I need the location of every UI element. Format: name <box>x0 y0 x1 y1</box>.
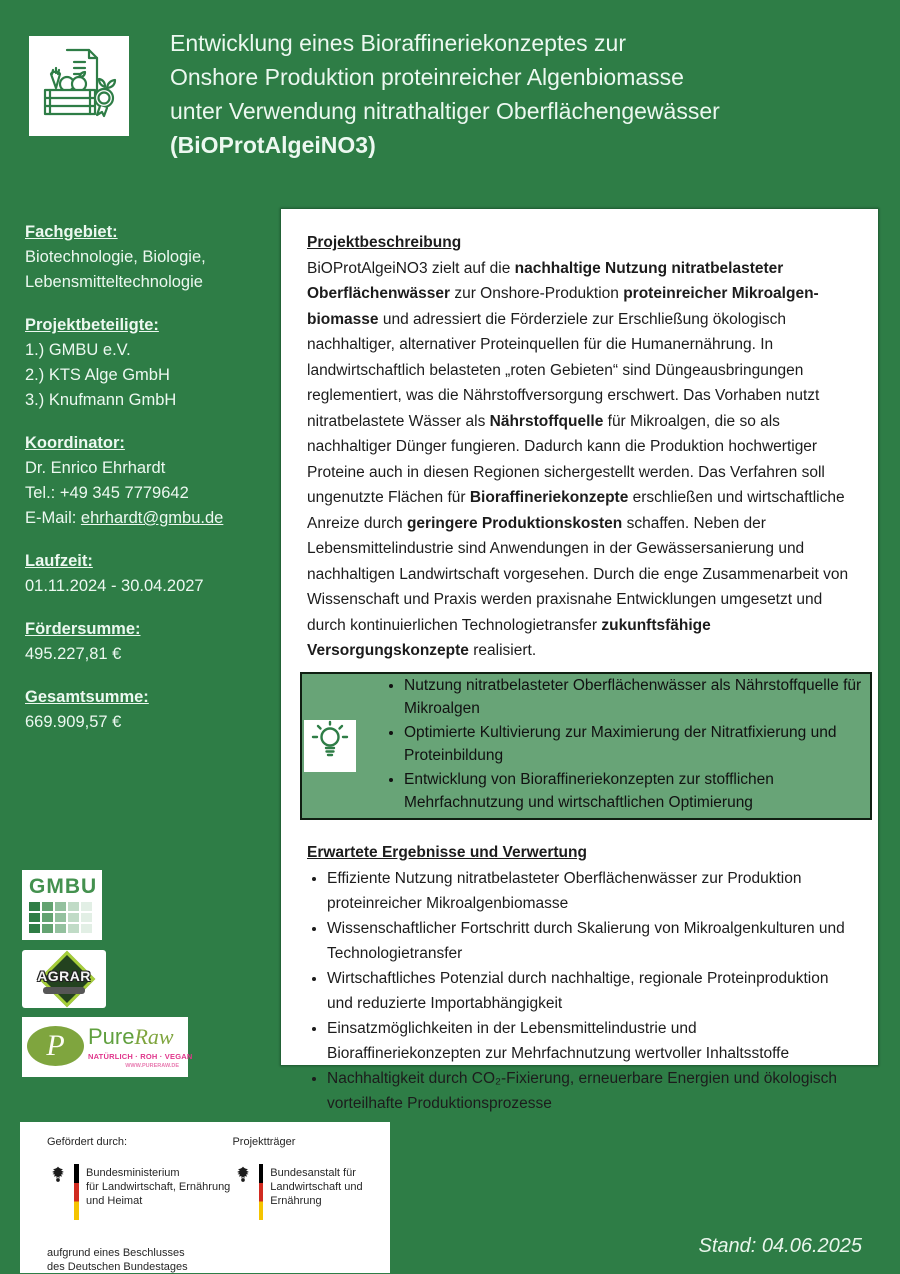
grid-cell <box>68 924 79 933</box>
laufzeit-label: Laufzeit: <box>25 552 93 570</box>
projektbeteiligte-value <box>25 338 281 413</box>
body-text: erschließen und wirtschaftliche Anreize durch <box>307 489 845 532</box>
grid-cell <box>68 902 79 911</box>
list-item: • Wirtschaftliches Potenzial durch nachhaltige, regionale Proteinproduktion und reduzierte Importabhängigkeit <box>327 966 854 1016</box>
grid-cell <box>29 924 40 933</box>
text-line: 669.909,57 € <box>25 713 122 731</box>
emphasized-text: zukunftsfähige Versorgungskonzepte <box>307 616 711 659</box>
list-item: • Entwicklung von Bioraffineriekonzepten zur stofflichen Mehrfachnutzung und wirtschaftlichen Optimierung <box>404 769 864 814</box>
section-fachgebiet <box>25 220 281 295</box>
foerdersumme-label: Fördersumme: <box>25 620 141 638</box>
pureraw-url: WWW.PURERAW.DE <box>125 1063 179 1069</box>
flag-stripe-icon <box>74 1164 79 1220</box>
list-item: • Optimierte Kultivierung zur Maximierung der Nitratfixierung und Proteinbildung <box>404 722 864 767</box>
funding-left-column <box>47 1136 232 1274</box>
text-line: Dr. Enrico Ehrhardt <box>25 459 166 477</box>
pureraw-logo <box>22 1017 193 1077</box>
funding-right-column <box>232 1136 382 1274</box>
beschreibung-heading: Projektbeschreibung <box>307 234 462 251</box>
section-laufzeit <box>25 549 281 599</box>
grid-cell <box>81 902 92 911</box>
text-line: Tel.: +49 345 7779642 <box>25 484 189 502</box>
grid-cell <box>55 902 66 911</box>
flag-stripe-icon <box>259 1164 263 1220</box>
ministry-name <box>86 1166 230 1208</box>
text-line: 3.) Knufmann GmbH <box>25 391 177 409</box>
list-item: • Effiziente Nutzung nitratbelasteter Oberflächenwässer zur Produktion proteinreicher Mikroalgenbiomasse <box>327 866 854 916</box>
content-panel <box>281 209 878 1112</box>
pureraw-pure-text: Pure <box>88 1024 135 1049</box>
text-line: 1.) GMBU e.V. <box>25 341 131 359</box>
grid-cell <box>42 924 53 933</box>
gmbu-logo <box>22 870 102 940</box>
laufzeit-value <box>25 574 281 599</box>
emphasized-text: Nährstoffquelle <box>489 412 604 430</box>
text-line: Bundesanstalt für <box>270 1167 356 1179</box>
emphasized-text: geringere Produktionskosten <box>406 514 623 532</box>
header-icon-box <box>29 36 129 136</box>
email-label: E-Mail: <box>25 509 81 527</box>
text-line: 2.) KTS Alge GmbH <box>25 366 170 384</box>
body-text: für Mikroalgen, die so als nachhaltiger Dünger fungieren. Dadurch kann die Produktion hochwertiger Proteine auch in diesen Regionen sichergestellt werden. Das Verfahren soll ungenutzte Flächen für <box>307 412 825 506</box>
partner-logos <box>22 870 193 1077</box>
emphasized-text: proteinreicher Mikroalgenbiomasse <box>307 285 819 328</box>
grid-cell <box>29 902 40 911</box>
produce-document-icon <box>37 42 121 131</box>
fachgebiet-value <box>25 245 281 295</box>
text-line: Biotechnologie, Biologie, <box>25 248 206 266</box>
body-text: BiOProtAlgeiNO3 zielt auf die <box>307 259 515 277</box>
text-line: und Heimat <box>86 1195 143 1207</box>
gesamtsumme-label: Gesamtsumme: <box>25 688 149 706</box>
grid-cell <box>68 913 79 922</box>
beschreibung-paragraph <box>307 256 854 664</box>
title-lines <box>170 26 850 128</box>
grid-cell <box>81 924 92 933</box>
text-line: Landwirtschaft und Ernährung <box>270 1181 363 1207</box>
highlight-bullet-list <box>356 675 870 816</box>
section-projektbeteiligte <box>25 313 281 413</box>
fachgebiet-label: Fachgebiet: <box>25 223 118 241</box>
sidebar <box>25 220 281 753</box>
koordinator-value <box>25 456 281 506</box>
body-text: schaffen. Neben der Lebensmittelindustrie sind Anwendungen in der Gewässersanierung und nachhaltigen Landwirtschaft vorgesehen. Durch die enge Zusammenarbeit von Wissenschaft und Praxis werden praxisnahe Entwicklungen umgesetzt und durch kontinuierlichen Technologietransfer <box>307 514 849 634</box>
gesamtsumme-value <box>25 710 281 735</box>
grid-cell <box>42 902 53 911</box>
list-item: • Wissenschaftlicher Fortschritt durch Skalierung von Mikroalgenkulturen und Technologietransfer <box>327 916 854 966</box>
title-acronym: (BiOProtAlgeiNO3) <box>170 132 376 158</box>
koordinator-email-row <box>25 506 281 531</box>
funding-bar <box>20 1122 390 1273</box>
list-item: • Nutzung nitratbelasteter Oberflächenwässer als Nährstoffquelle für Mikroalgen <box>404 675 864 720</box>
grid-cell <box>55 924 66 933</box>
lightbulb-icon-box <box>304 720 356 772</box>
pureraw-emblem-icon <box>27 1026 84 1066</box>
agrar-banner-icon <box>43 987 85 994</box>
text-line: aufgrund eines Beschlusses <box>47 1247 185 1259</box>
pureraw-name <box>88 1024 174 1050</box>
pureraw-initial: P <box>46 1029 65 1062</box>
body-text: zur Onshore-Produktion <box>450 285 624 302</box>
gmbu-logo-text: GMBU <box>29 875 98 898</box>
text-line: des Deutschen Bundestages <box>47 1261 188 1273</box>
text-line: Lebensmitteltechnologie <box>25 273 203 291</box>
text-line: Onshore Produktion proteinreicher Algenbiomasse <box>170 64 684 90</box>
federal-eagle-icon <box>47 1165 69 1185</box>
ble-logo <box>232 1164 382 1220</box>
text-line: 495.227,81 € <box>25 645 122 663</box>
projekttraeger-label: Projektträger <box>232 1136 296 1148</box>
stand-date: Stand: 04.06.2025 <box>698 1235 862 1257</box>
emphasized-text: nachhaltige Nutzung nitratbelasteter Oberflächenwässer <box>307 259 784 302</box>
grid-cell <box>81 913 92 922</box>
bundestag-note <box>47 1246 232 1274</box>
koordinator-label: Koordinator: <box>25 434 125 452</box>
foerdersumme-value <box>25 642 281 667</box>
pureraw-tagline: NATÜRLICH · ROH · VEGAN <box>88 1052 193 1061</box>
email-link[interactable]: ehrhardt@gmbu.de <box>80 509 224 527</box>
text-line: Entwicklung eines Bioraffineriekonzeptes zur <box>170 30 626 56</box>
grid-cell <box>29 913 40 922</box>
bmel-logo <box>47 1164 232 1220</box>
section-gesamtsumme <box>25 685 281 735</box>
body-text: und adressiert die Förderziele zur Erschließung ökologisch nachhaltiger, alternativer Proteinquellen für die Humanernährung. In landwirtschaftlich belasteten „roten Gebieten“ sind Düngeausbringungen reglementiert, was die Nährstoffversorgung erschwert. Das Vorhaben nutzt nitratbelastete Wässer als <box>307 310 820 430</box>
federal-eagle-icon <box>232 1165 254 1185</box>
list-item: • Nachhaltigkeit durch CO₂-Fixierung, erneuerbare Energien und ökologisch vorteilhafte Produktionsprozesse <box>327 1066 854 1116</box>
projektbeteiligte-label: Projektbeteiligte: <box>25 316 159 334</box>
section-foerdersumme <box>25 617 281 667</box>
gefoerdert-label: Gefördert durch: <box>47 1136 128 1148</box>
section-koordinator <box>25 431 281 531</box>
ergebnisse-bullet-list <box>307 866 854 1116</box>
agency-name <box>270 1166 382 1208</box>
list-item: • Einsatzmöglichkeiten in der Lebensmittelindustrie und Bioraffineriekonzepten zur Mehrfachnutzung wertvoller Inhaltsstoffe <box>327 1016 854 1066</box>
pureraw-raw-text: Raw <box>134 1024 174 1049</box>
page-title <box>170 26 850 162</box>
text-line: Bundesministerium <box>86 1167 180 1179</box>
gmbu-grid-icon <box>29 902 95 933</box>
body-text: realisiert. <box>468 642 537 659</box>
highlight-box <box>300 672 872 820</box>
text-line: 01.11.2024 - 30.04.2027 <box>25 577 204 595</box>
text-line: für Landwirtschaft, Ernährung <box>86 1181 231 1193</box>
grid-cell <box>55 913 66 922</box>
agrar-logo <box>22 950 106 1008</box>
lightbulb-icon <box>309 720 351 771</box>
text-line: unter Verwendung nitrathaltiger Oberflächengewässer <box>170 98 720 124</box>
emphasized-text: Bioraffineriekonzepte <box>469 489 629 506</box>
agrar-logo-text: AGRAR <box>37 968 91 984</box>
grid-cell <box>42 913 53 922</box>
ergebnisse-heading: Erwartete Ergebnisse und Verwertung <box>307 843 587 861</box>
